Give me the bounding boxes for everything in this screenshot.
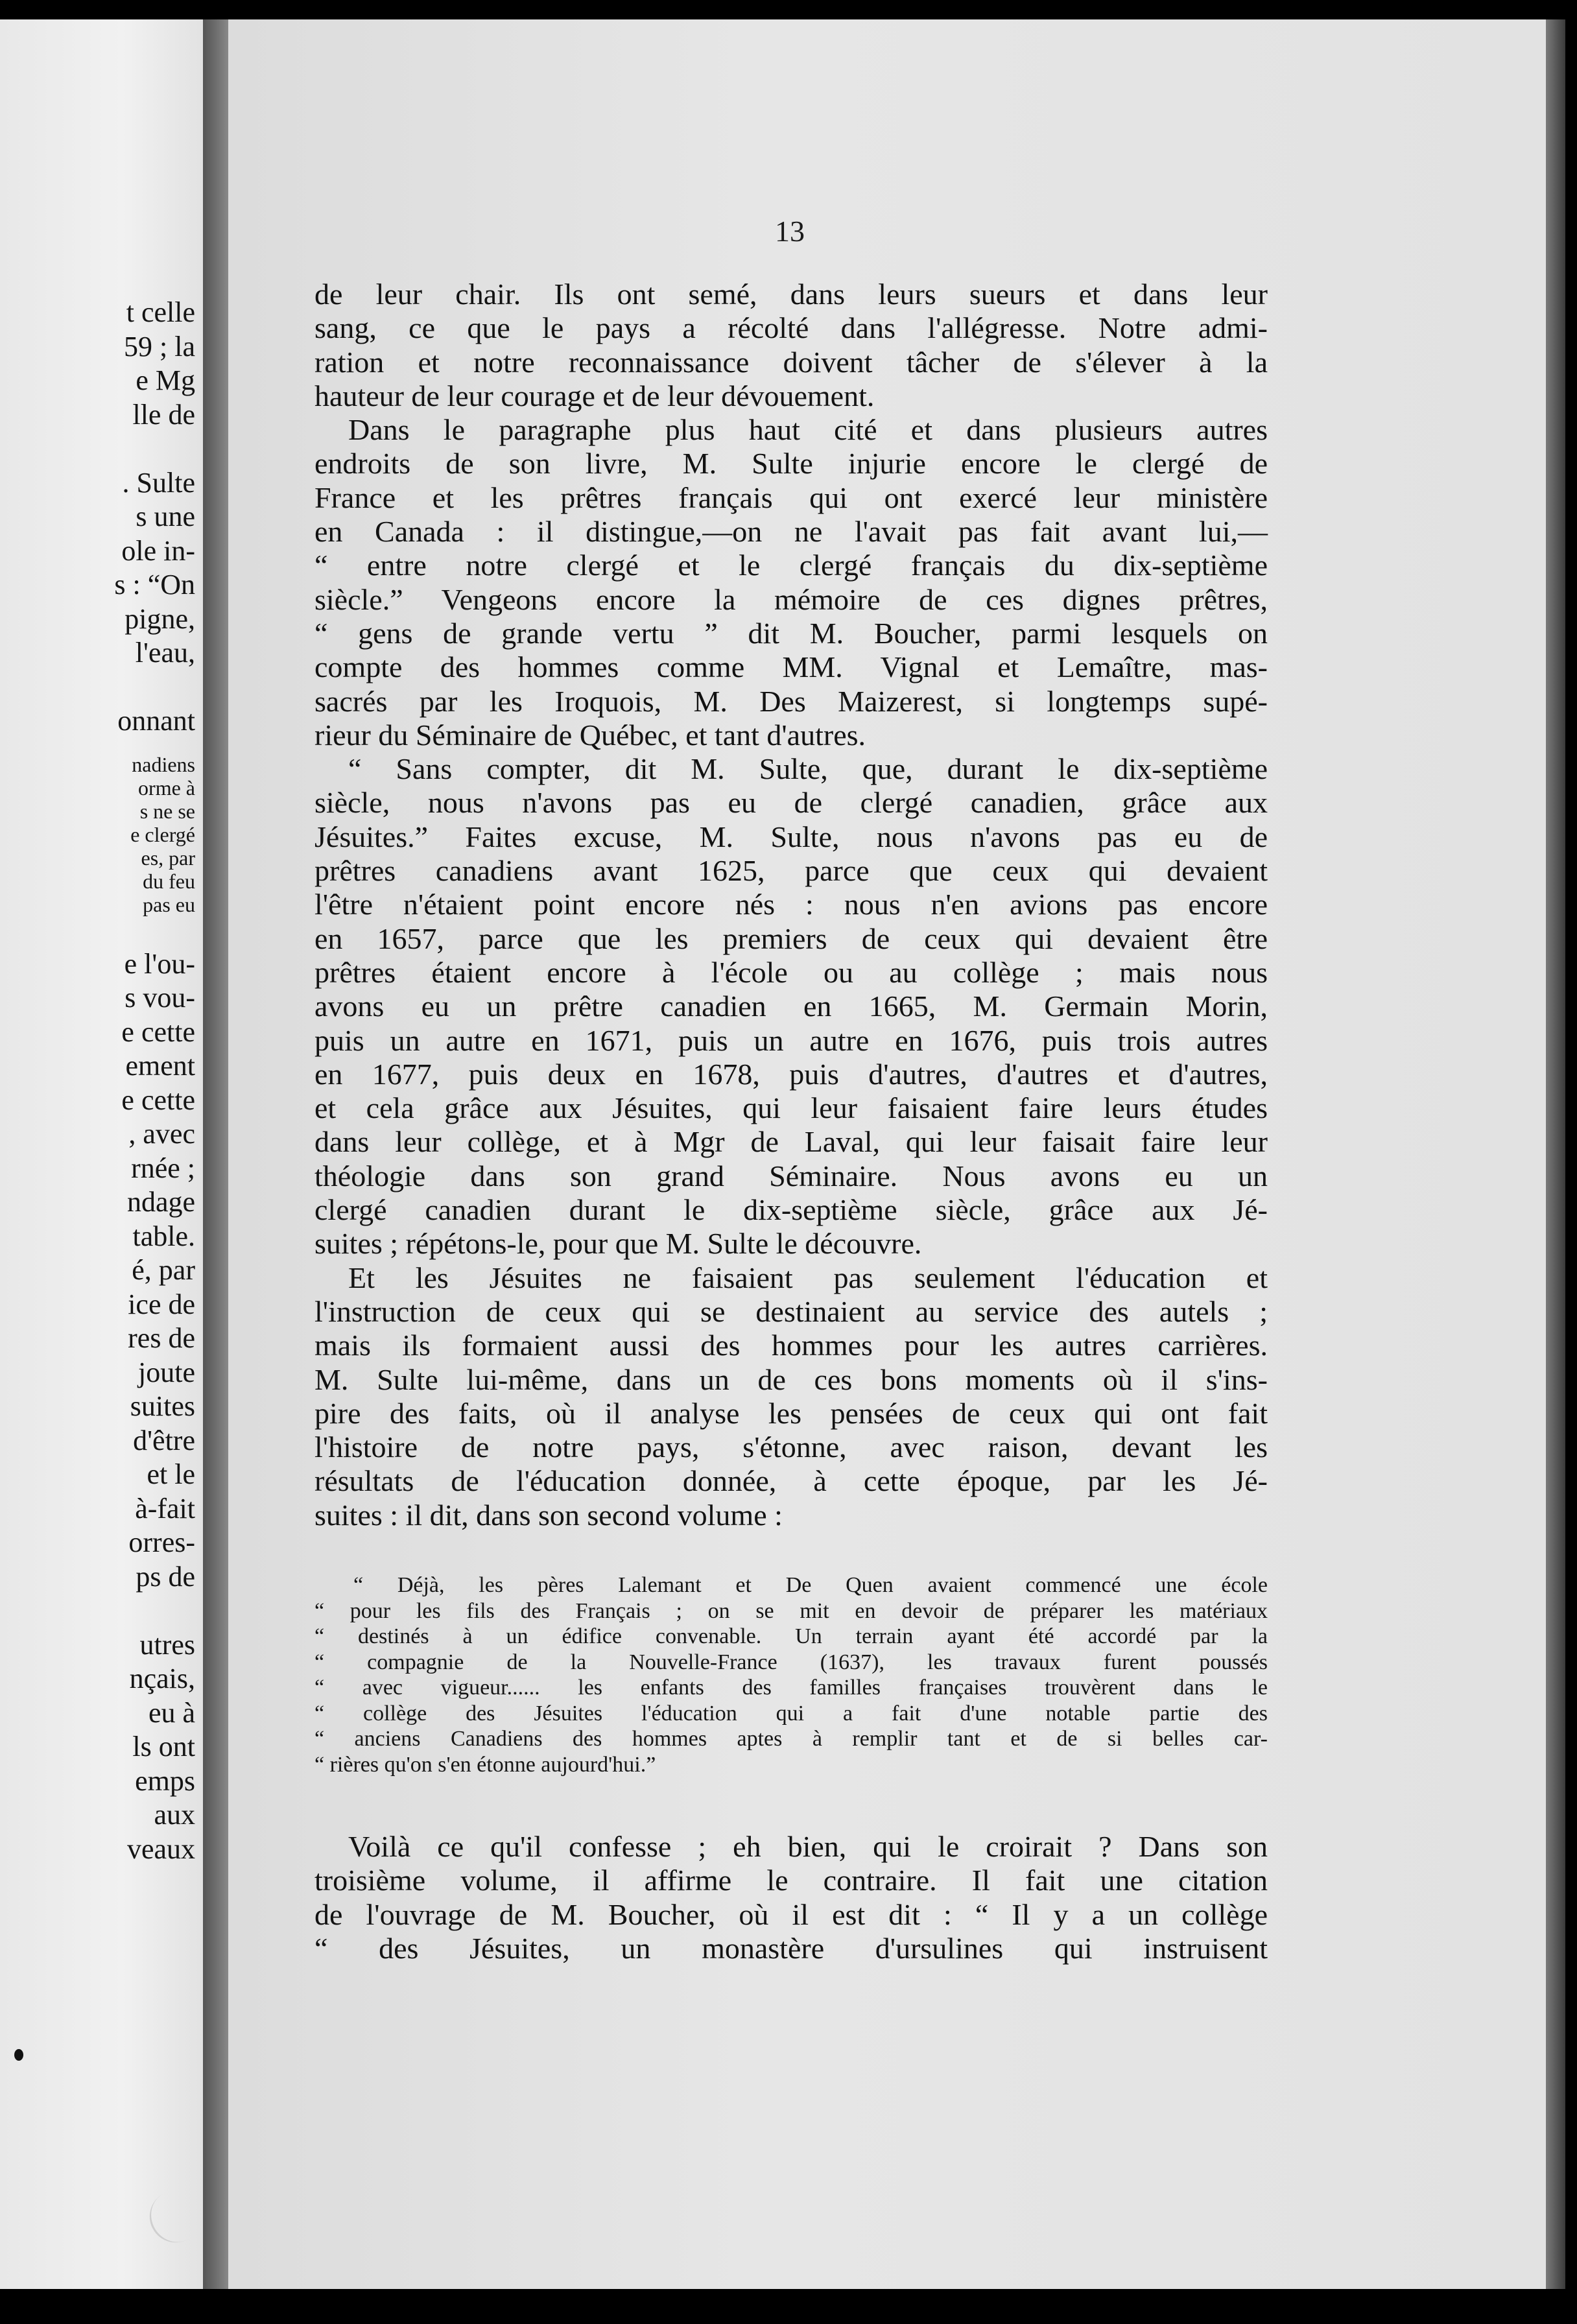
margin-fragment: onnant — [117, 705, 195, 737]
quote-line: “ avec vigueur...... les enfants des familles françaises trouvèrent dans le — [314, 1676, 1268, 1700]
closing-text — [314, 1830, 1268, 1965]
text-line: Et les Jésuites ne faisaient pas seulement l'éducation et — [348, 1261, 1268, 1294]
margin-fragment: et le — [147, 1458, 195, 1490]
margin-fragment: ls ont — [132, 1731, 195, 1762]
margin-fragment: ole in- — [121, 534, 195, 567]
text-line: “ des Jésuites, un monastère d'ursulines qui instruisent — [314, 1931, 1268, 1965]
margin-fragment: orme à — [138, 776, 195, 800]
margin-fragment: rnée ; — [131, 1152, 195, 1184]
margin-fragment: orres- — [128, 1526, 195, 1558]
quote-line: “ Déjà, les pères Lalemant et De Quen avaient commencé une école — [353, 1573, 1268, 1597]
margin-fragment: emps — [135, 1764, 195, 1797]
text-line: suites ; répétons-le, pour que M. Sulte le découvre. — [314, 1227, 922, 1261]
margin-fragment: pas eu — [143, 892, 195, 916]
margin-fragment: ement — [125, 1050, 195, 1082]
margin-fragment: e l'ou- — [124, 947, 195, 980]
text-line: “ entre notre clergé et le clergé français du dix-septième — [314, 549, 1268, 582]
book-gutter — [203, 19, 229, 2289]
text-line: M. Sulte lui-même, dans un de ces bons moments où il s'ins- — [314, 1362, 1268, 1396]
margin-fragment: d'être — [133, 1424, 195, 1456]
text-line: compte des hommes comme MM. Vignal et Lemaître, mas- — [314, 650, 1268, 684]
text-line: France et les prêtres français qui ont exercé leur ministère — [314, 480, 1268, 514]
quote-line: “ collège des Jésuites l'éducation qui a fait d'une notable partie des — [314, 1701, 1268, 1725]
margin-fragment: du feu — [143, 869, 195, 893]
text-line: “ Sans compter, dit M. Sulte, que, durant le dix-septième — [348, 752, 1268, 786]
margin-fragment: es, par — [141, 846, 195, 870]
margin-fragment: e Mg — [136, 364, 195, 396]
text-line: Dans le paragraphe plus haut cité et dans plusieurs autres — [348, 413, 1268, 447]
margin-fragment: e cette — [121, 1015, 195, 1048]
margin-fragment: nadiens — [132, 752, 195, 776]
margin-fragment: s : “On — [114, 569, 195, 600]
text-line: clergé canadien durant le dix-septième siècle, grâce aux Jé- — [314, 1193, 1268, 1227]
margin-fragment: . Sulte — [122, 466, 195, 499]
text-line: Jésuites.” Faites excuse, M. Sulte, nous n'avons pas eu de — [314, 820, 1268, 853]
margin-fragment: t celle — [126, 296, 195, 328]
page-number: 13 — [775, 215, 805, 248]
quote-line: “ destinés à un édifice convenable. Un terrain ayant été accordé par la — [314, 1624, 1268, 1648]
margin-fragment: res de — [128, 1322, 195, 1354]
margin-fragment: aux — [154, 1799, 195, 1831]
text-line: ration et notre reconnaissance doivent tâcher de s'élever à la — [314, 345, 1268, 379]
margin-fragment: é, par — [132, 1254, 195, 1286]
text-line: dans leur collège, et à Mgr de Laval, qui leur faisait faire leur — [314, 1125, 1268, 1159]
text-line: Voilà ce qu'il confesse ; eh bien, qui le croirait ? Dans son — [348, 1830, 1268, 1863]
margin-fragment: joute — [138, 1356, 195, 1388]
page-edge — [1546, 19, 1565, 2289]
margin-fragment: lle de — [132, 398, 195, 431]
text-line: rieur du Séminaire de Québec, et tant d'autres. — [314, 718, 866, 752]
margin-fragment: eu à — [148, 1696, 195, 1729]
text-line: prêtres étaient encore à l'école ou au collège ; mais nous — [314, 955, 1268, 989]
margin-fragment: ndage — [126, 1186, 195, 1218]
text-line: pire des faits, où il analyse les pensées de ceux qui ont fait — [314, 1396, 1268, 1430]
text-line: l'histoire de notre pays, s'étonne, avec raison, devant les — [314, 1430, 1268, 1464]
text-line: de l'ouvrage de M. Boucher, où il est dit : “ Il y a un collège — [314, 1897, 1268, 1931]
margin-fragment: veaux — [126, 1832, 195, 1865]
text-line: en Canada : il distingue,—on ne l'avait pas fait avant lui,— — [314, 515, 1268, 549]
margin-fragment: , avec — [128, 1118, 195, 1150]
margin-fragment: table. — [132, 1220, 195, 1252]
text-line: l'être n'étaient point encore nés : nous n'en avions pas encore — [314, 888, 1268, 921]
text-line: en 1657, parce que les premiers de ceux qui devaient être — [314, 921, 1268, 955]
text-line: avons eu un prêtre canadien en 1665, M. Germain Morin, — [314, 990, 1268, 1023]
text-line: en 1677, puis deux en 1678, puis d'autres, d'autres et d'autres, — [314, 1057, 1268, 1091]
text-line: sacrés par les Iroquois, M. Des Maizerest, si longtemps supé- — [314, 684, 1268, 718]
text-line: de leur chair. Ils ont semé, dans leurs sueurs et dans leur — [314, 278, 1268, 311]
margin-fragment: suites — [130, 1390, 195, 1422]
margin-fragment: utres — [139, 1628, 195, 1661]
text-line: théologie dans son grand Séminaire. Nous avons eu un — [314, 1159, 1268, 1192]
text-line: résultats de l'éducation donnée, à cette époque, par les Jé- — [314, 1464, 1268, 1498]
quote-line: “ anciens Canadiens des hommes aptes à remplir tant et de si belles car- — [314, 1727, 1268, 1751]
quote-line: “ rières qu'on s'en étonne aujourd'hui.” — [314, 1752, 656, 1777]
body-text — [314, 278, 1268, 1532]
margin-fragment: e clergé — [130, 822, 195, 846]
margin-fragment: ice de — [128, 1288, 195, 1320]
text-line: troisième volume, il affirme le contraire. Il fait une citation — [314, 1864, 1268, 1897]
ink-spot — [14, 2049, 23, 2061]
text-line: l'instruction de ceux qui se destinaient au service des autels ; — [314, 1294, 1268, 1328]
text-line: sang, ce que le pays a récolté dans l'allégresse. Notre admi- — [314, 311, 1268, 345]
text-line: siècle, nous n'avons pas eu de clergé canadien, grâce aux — [314, 786, 1268, 820]
text-line: siècle.” Vengeons encore la mémoire de ces dignes prêtres, — [314, 582, 1268, 616]
margin-fragment: nçais, — [129, 1663, 195, 1694]
text-line: prêtres canadiens avant 1625, parce que ceux qui devaient — [314, 854, 1268, 888]
margin-fragment: pigne, — [124, 602, 195, 635]
quote-line: “ compagnie de la Nouvelle-France (1637), les travaux furent poussés — [314, 1650, 1268, 1674]
previous-page-fragment — [0, 19, 204, 2289]
margin-fragment: à-fait — [135, 1492, 195, 1524]
text-line: et cela grâce aux Jésuites, qui leur faisaient faire leurs études — [314, 1091, 1268, 1125]
margin-fragment: 59 ; la — [124, 330, 195, 362]
text-line: suites : il dit, dans son second volume : — [314, 1498, 783, 1532]
margin-fragment: ps de — [136, 1560, 195, 1593]
margin-fragment: s ne se — [139, 799, 195, 823]
margin-fragment: s une — [136, 501, 195, 532]
text-line: “ gens de grande vertu ” dit M. Boucher, parmi lesquels on — [314, 616, 1268, 650]
text-line: hauteur de leur courage et de leur dévouement. — [314, 379, 875, 412]
quote-line: “ pour les fils des Français ; on se mit en devoir de préparer les matériaux — [314, 1598, 1268, 1623]
margin-fragment: s vou- — [124, 982, 195, 1014]
text-line: puis un autre en 1671, puis un autre en 1676, puis trois autres — [314, 1023, 1268, 1057]
block-quote — [314, 1572, 1268, 1777]
text-line: endroits de son livre, M. Sulte injurie encore le clergé de — [314, 447, 1268, 480]
margin-fragment: e cette — [121, 1084, 195, 1116]
text-line: mais ils formaient aussi des hommes pour les autres carrières. — [314, 1329, 1268, 1362]
margin-fragment: l'eau, — [135, 637, 195, 669]
